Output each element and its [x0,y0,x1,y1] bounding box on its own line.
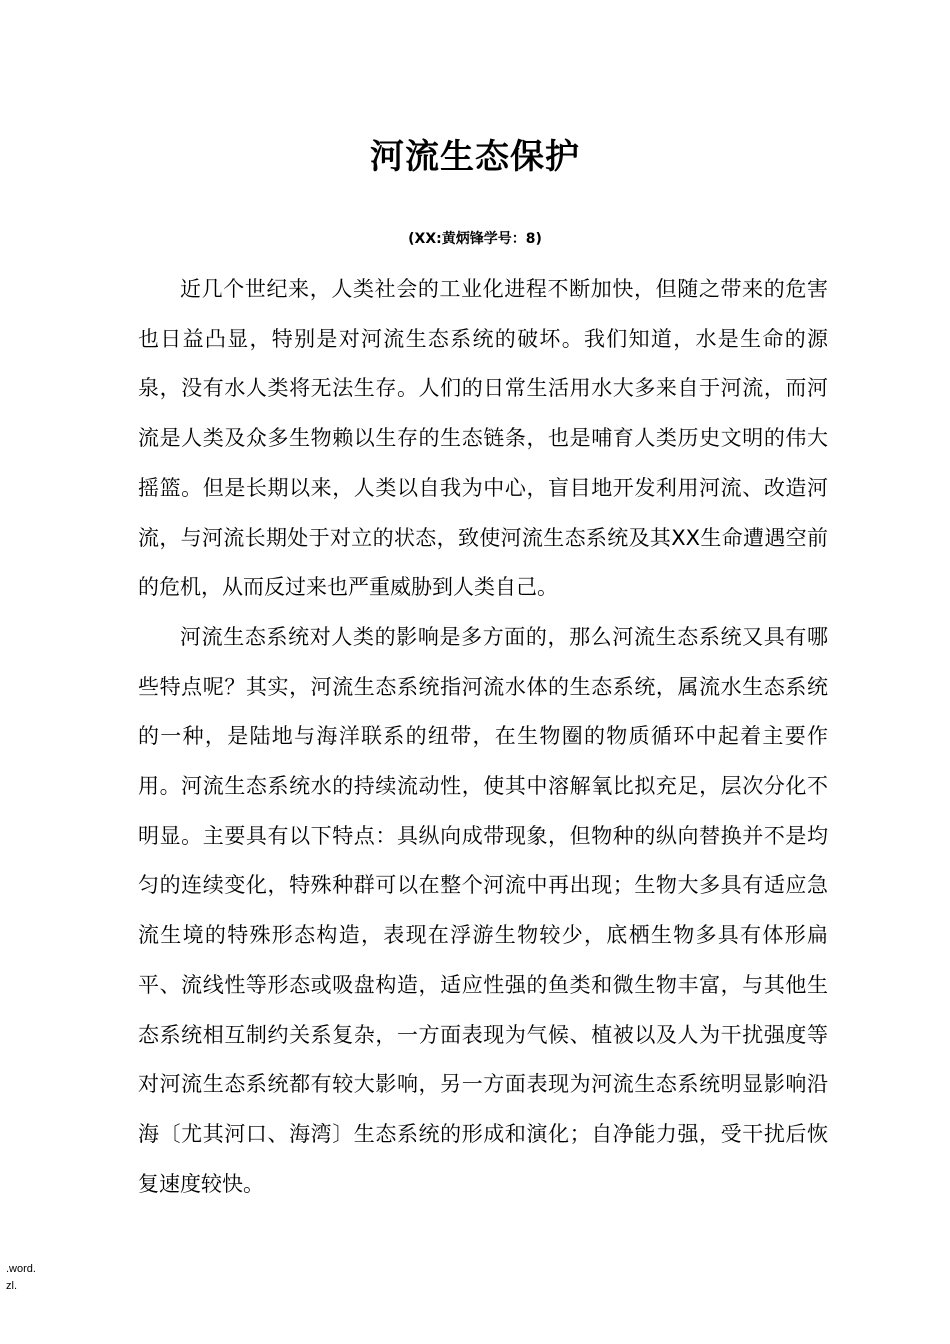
document-body [138,265,828,1209]
paragraph-1: 近几个世纪来，人类社会的工业化进程不断加快，但随之带来的危害也日益凸显，特别是对河流生态系统的破坏。我们知道，水是生命的源泉，没有水人类将无法生存。人们的日常生活用水大多来自于河流，而河流是人类及众多生物赖以生存的生态链条，也是哺育人类历史文明的伟大摇篮。但是长期以来，人类以自我为中心，盲目地开发利用河流、改造河流，与河流长期处于对立的状态，致使河流生态系统及其XX生命遭遇空前的危机，从而反过来也严重威胁到人类自己。 [138,277,828,600]
page-title: 河流生态保护 [370,137,580,177]
footer-watermark-line-1: .word. [6,1263,36,1275]
author-line: (XX:黄炳锋学号：8) [408,231,542,247]
footer-watermark-line-2: zl. [6,1280,17,1292]
paragraph-2: 河流生态系统对人类的影响是多方面的，那么河流生态系统又具有哪些特点呢？其实，河流生态系统指河流水体的生态系统，属流水生态系统的一种，是陆地与海洋联系的纽带，在生物圈的物质循环中起着主要作用。河流生态系统水的持续流动性，使其中溶解氧比拟充足，层次分化不明显。主要具有以下特点：具纵向成带现象，但物种的纵向替换并不是均匀的连续变化，特殊种群可以在整个河流中再出现；生物大多具有适应急流生境的特殊形态构造，表现在浮游生物较少，底栖生物多具有体形扁平、流线性等形态或吸盘构造，适应性强的鱼类和微生物丰富，与其他生态系统相互制约关系复杂，一方面表现为气候、植被以及人为干扰强度等对河流生态系统都有较大影响，另一方面表现为河流生态系统明显影响沿海〔尤其河口、海湾〕生态系统的形成和演化；自净能力强，受干扰后恢复速度较快。 [138,624,828,1196]
